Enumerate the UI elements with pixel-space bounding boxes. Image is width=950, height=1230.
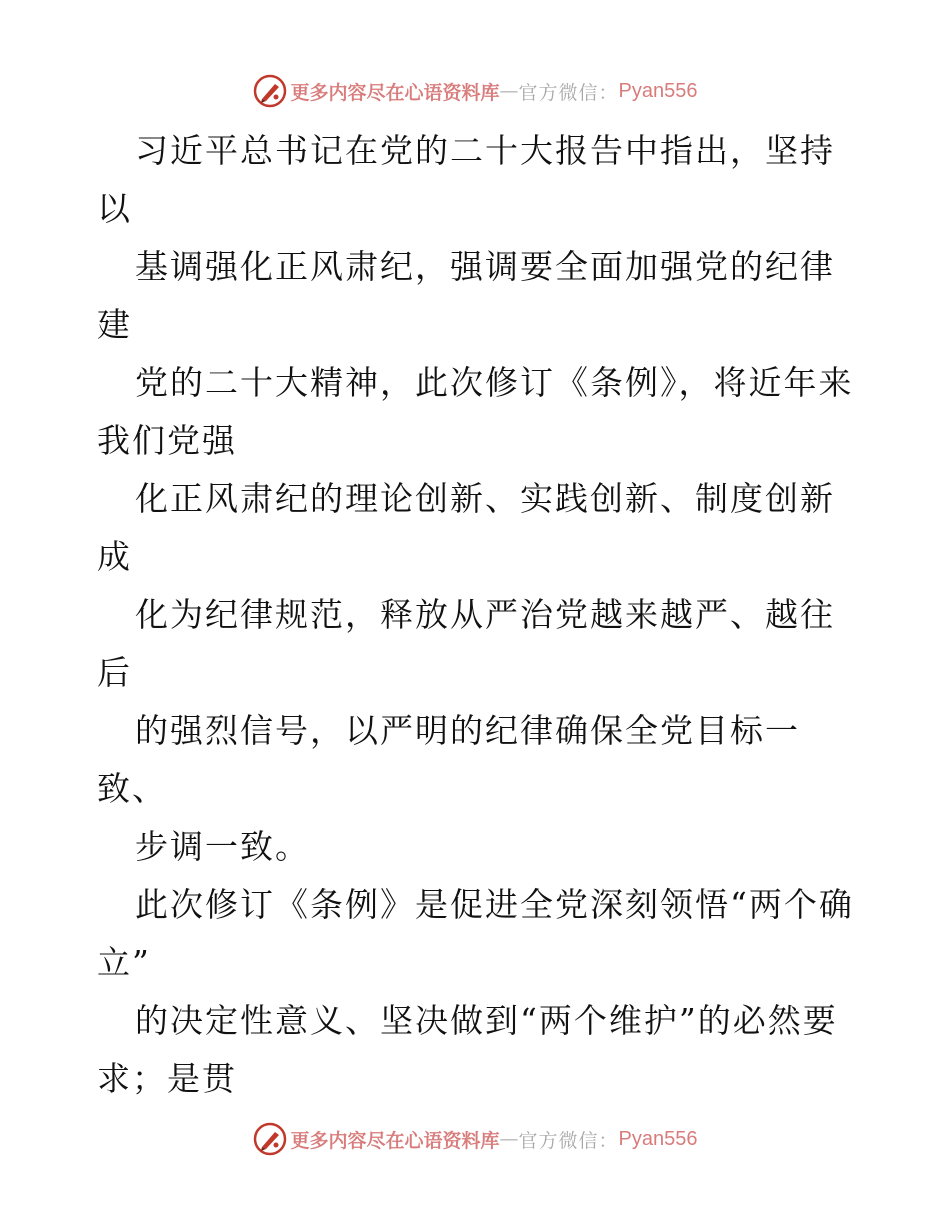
paragraph [97, 586, 857, 702]
line: 求；是贯 [97, 1059, 237, 1098]
line: 的决定性意义、坚决做到“两个维护”的必然要 [135, 1001, 838, 1040]
line: 步调一致。 [135, 827, 310, 866]
watermark-dash: — [499, 1128, 519, 1150]
line: 的强烈信号，以严明的纪律确保全党目标一致、 [97, 711, 800, 808]
header-watermark [0, 71, 950, 111]
paragraph [97, 470, 857, 586]
paragraph [97, 354, 857, 470]
watermark-wechat-id: Pyan556 [618, 79, 698, 102]
paragraph [97, 122, 857, 238]
paragraph [97, 992, 857, 1108]
line: 化为纪律规范，释放从严治党越来越严、越往后 [97, 595, 835, 692]
line: 立” [97, 943, 151, 982]
paragraph [97, 702, 857, 818]
document-body [97, 122, 857, 1108]
line: 习近平总书记在党的二十大报告中指出，坚持以 [97, 131, 835, 228]
paragraph [97, 818, 857, 876]
line: 此次修订《条例》是促进全党深刻领悟“两个确 [135, 885, 854, 924]
paragraph [97, 238, 857, 354]
watermark-label: 官方微信： [518, 81, 619, 104]
watermark-dash: — [499, 80, 519, 102]
watermark-site-text: 更多内容尽在心语资料库 [290, 1129, 500, 1152]
watermark-site-text: 更多内容尽在心语资料库 [290, 81, 500, 104]
pen-logo-icon [253, 74, 287, 108]
line: 党的二十大精神，此次修订《条例》，将近年来 [135, 363, 854, 402]
line: 化正风肃纪的理论创新、实践创新、制度创新成 [97, 479, 835, 576]
watermark-label: 官方微信： [518, 1129, 619, 1152]
watermark-wechat-id: Pyan556 [618, 1127, 698, 1150]
footer-watermark [0, 1119, 950, 1159]
line: 基调强化正风肃纪，强调要全面加强党的纪律建 [97, 247, 835, 344]
line: 我们党强 [97, 421, 237, 460]
paragraph [97, 876, 857, 992]
pen-logo-icon [253, 1122, 287, 1156]
